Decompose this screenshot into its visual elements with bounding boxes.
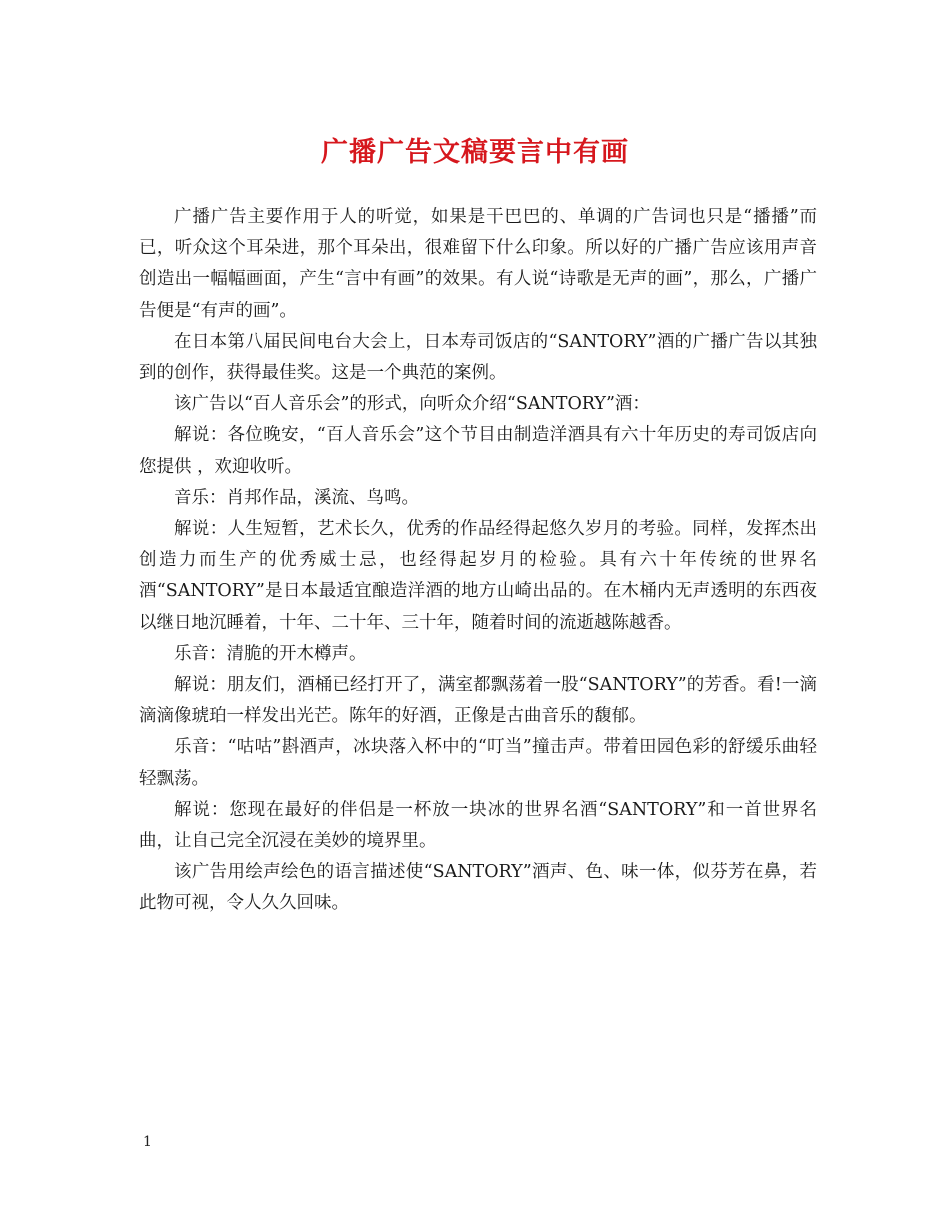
paragraph: 解说：您现在最好的伴侣是一杯放一块冰的世界名酒“SANTORY”和一首世界名曲，让自己完全沉浸在美妙的境界里。 xyxy=(139,799,817,852)
page-number: 1 xyxy=(143,1134,152,1150)
document-body xyxy=(139,202,817,920)
paragraph: 解说：人生短暂，艺术长久，优秀的作品经得起悠久岁月的考验。同样，发挥杰出创造力而生产的优秀威士忌，也经得起岁月的检验。具有六十年传统的世界名酒“SANTORY”是日本最适宜酿造洋酒的地方山崎出品的。在木桶内无声透明的东西夜以继日地沉睡着，十年、二十年、三十年，随着时间的流逝越陈越香。 xyxy=(139,519,817,633)
paragraph: 在日本第八届民间电台大会上，日本寿司饭店的“SANTORY”酒的广播广告以其独到的创作，获得最佳奖。这是一个典范的案例。 xyxy=(139,331,817,384)
paragraph: 广播广告主要作用于人的听觉，如果是干巴巴的、单调的广告词也只是“播播”而已，听众这个耳朵进，那个耳朵出，很难留下什么印象。所以好的广播广告应该用声音创造出一幅幅画面，产生“言中有画”的效果。有人说“诗歌是无声的画”，那么，广播广告便是“有声的画”。 xyxy=(139,207,817,321)
paragraph: 解说：朋友们，酒桶已经打开了，满室都飘荡着一股“SANTORY”的芳香。看!一滴滴滴像琥珀一样发出光芒。陈年的好酒，正像是古曲音乐的馥郁。 xyxy=(139,675,817,727)
paragraph: 乐音：“咕咕”斟酒声，冰块落入杯中的“叮当”撞击声。带着田园色彩的舒缓乐曲轻轻飘荡。 xyxy=(139,737,817,789)
paragraph: 音乐：肖邦作品，溪流、鸟鸣。 xyxy=(174,487,419,508)
paragraph: 乐音：清脆的开木樽声。 xyxy=(174,643,367,664)
document-title: 广播广告文稿要言中有画 xyxy=(321,137,629,168)
paragraph: 解说：各位晚安，“百人音乐会”这个节目由制造洋酒具有六十年历史的寿司饭店向您提供 ，欢迎收听。 xyxy=(139,425,817,477)
paragraph: 该广告以“百人音乐会”的形式，向听众介绍“SANTORY”酒： xyxy=(174,394,650,415)
paragraph: 该广告用绘声绘色的语言描述使“SANTORY”酒声、色、味一体，似芬芳在鼻，若此物可视，令人久久回味。 xyxy=(139,862,817,914)
